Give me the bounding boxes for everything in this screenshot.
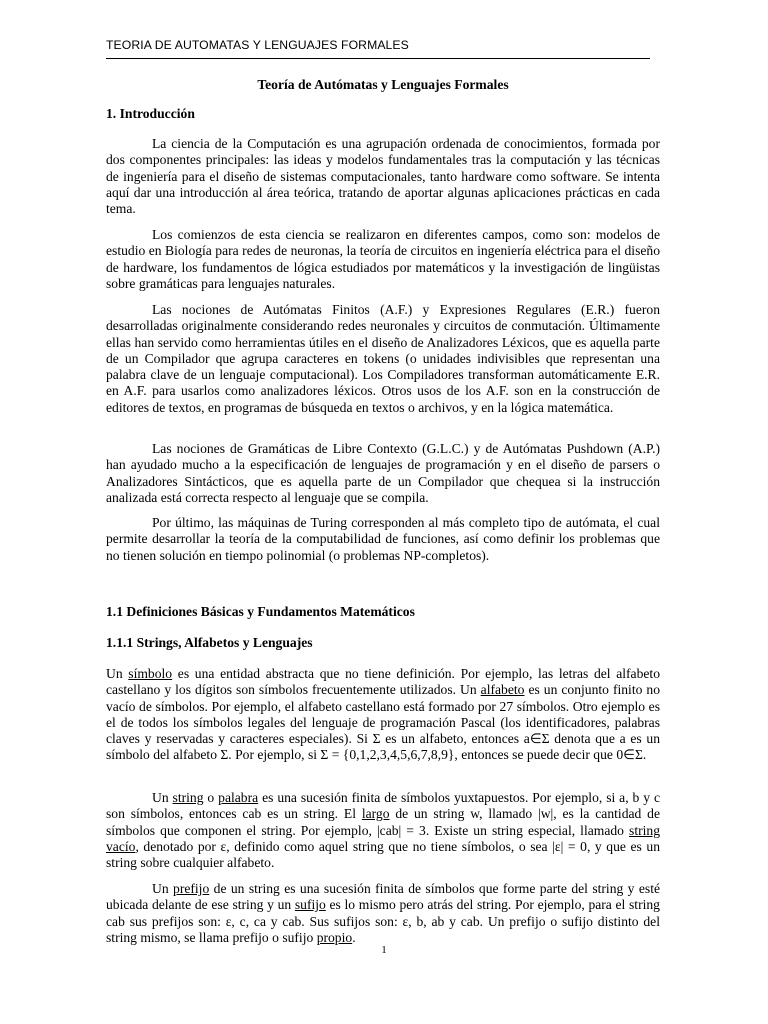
term-propio: propio <box>316 929 353 945</box>
paragraph-intro-1: La ciencia de la Computación es una agrupación ordenada de conocimientos, formada por dos componentes principales: las ideas y modelos fundamentales tras la computación y las técnicas de ingeniería para el diseño de sistemas computacionales, tanto hardware como software. Se intenta aquí dar una introducción al área teórica, tratando de aportar algunas aplicaciones prácticas en cada tema. <box>106 136 660 217</box>
term-largo: largo <box>361 806 390 822</box>
header-rule <box>106 58 650 59</box>
section-heading-1-1-1: 1.1.1 Strings, Alfabetos y Lenguajes <box>106 635 313 650</box>
term-simbolo: símbolo <box>128 666 173 681</box>
page-number: 1 <box>381 944 387 956</box>
term-string: string <box>172 790 204 805</box>
paragraph-string-palabra: Un string o palabra es una sucesión finita de símbolos yuxtapuestos. Por ejemplo, si a, b y c son símbolos, entonces cab es un string. El largo de un string w, llamado |w|, es la cantidad de símbolos que componen el string. Por ejemplo, |cab| = 3. Existe un string especial, llamado string vacío, denotado por ε, definido como aquel string que no tiene símbolos, o sea |ε| = 0, y que es un string sobre cualquier alfabeto. <box>106 790 661 871</box>
term-prefijo: prefijo <box>173 881 210 896</box>
term-palabra: palabra <box>218 790 259 805</box>
paragraph-intro-5: Por último, las máquinas de Turing corresponden al más completo tipo de autómata, el cual permite desarrollar la teoría de la computabilidad de funciones, así como definir los problemas que no tienen solución en tiempo polinomial (o problemas NP-completos). <box>106 515 660 563</box>
document-title: Teoría de Autómatas y Lenguajes Formales <box>257 77 509 92</box>
paragraph-intro-2: Los comienzos de esta ciencia se realizaron en diferentes campos, como son: modelos de estudio en Biología para redes de neuronas, la teoría de circuitos en ingeniería eléctrica para el diseño de hardware, los fundamentos de lógica estudiados por matemáticos y la investigación de lingüistas sobre gramáticas para lenguajes naturales. <box>106 227 660 291</box>
section-heading-introduccion: 1. Introducción <box>106 106 195 121</box>
term-sufijo: sufijo <box>294 897 326 913</box>
term-string-vacio: string vacío <box>106 822 660 854</box>
paragraph-simbolo-alfabeto: Un símbolo es una entidad abstracta que no tiene definición. Por ejemplo, las letras del alfabeto castellano y los dígitos son símbolos frecuentemente utilizados. Un alfabeto es un conjunto finito no vacío de símbolos. Por ejemplo, el alfabeto castellano está formado por 27 símbolos. Otro ejemplo es el de todos los símbolos legales del lenguaje de programación Pascal (los identificadores, palabras claves y reservadas y caracteres especiales). Si Σ es un alfabeto, entonces a∈Σ denota que a es un símbolo del alfabeto Σ. Por ejemplo, si Σ = {0,1,2,3,4,5,6,7,8,9}, entonces se puede decir que 0∈Σ. <box>106 666 660 763</box>
term-alfabeto: alfabeto <box>480 682 525 698</box>
document-body <box>106 76 661 945</box>
section-heading-1-1: 1.1 Definiciones Básicas y Fundamentos Matemáticos <box>106 604 415 619</box>
paragraph-intro-3: Las nociones de Autómatas Finitos (A.F.) y Expresiones Regulares (E.R.) fueron desarrolladas originalmente considerando redes neuronales y circuitos de conmutación. Últimamente ellas han servido como herramientas útiles en el diseño de Analizadores Léxicos, que es aquella parte de un Compilador que agrupa caracteres en tokens (o unidades indivisibles que representan una palabra clave de un lenguaje computacional). Los Compiladores transforman automáticamente E.R. en A.F. para usarlos como analizadores léxicos. Otros usos de los A.F. son en la construcción de editores de textos, en programas de búsqueda en textos o archivos, y en la lógica matemática. <box>106 302 660 415</box>
paragraph-prefijo-sufijo: Un prefijo de un string es una sucesión finita de símbolos que forme parte del string y esté ubicada delante de ese string y un sufijo es lo mismo pero atrás del string. Por ejemplo, para el string cab sus prefijos son: ε, c, ca y cab. Sus sufijos son: ε, b, ab y cab. Un prefijo o sufijo distinto del string mismo, se llama prefijo o sufijo propio. <box>106 881 661 945</box>
paragraph-intro-4: Las nociones de Gramáticas de Libre Contexto (G.L.C.) y de Autómatas Pushdown (A.P.) han ayudado mucho a la especificación de lenguajes de programación y en el diseño de parsers o Analizadores Sintácticos, que es aquella parte de un Compilador que chequea si la instrucción analizada está correcta respecto al lenguaje que se compila. <box>106 441 660 505</box>
running-header: TEORIA DE AUTOMATAS Y LENGUAJES FORMALES <box>106 38 409 52</box>
